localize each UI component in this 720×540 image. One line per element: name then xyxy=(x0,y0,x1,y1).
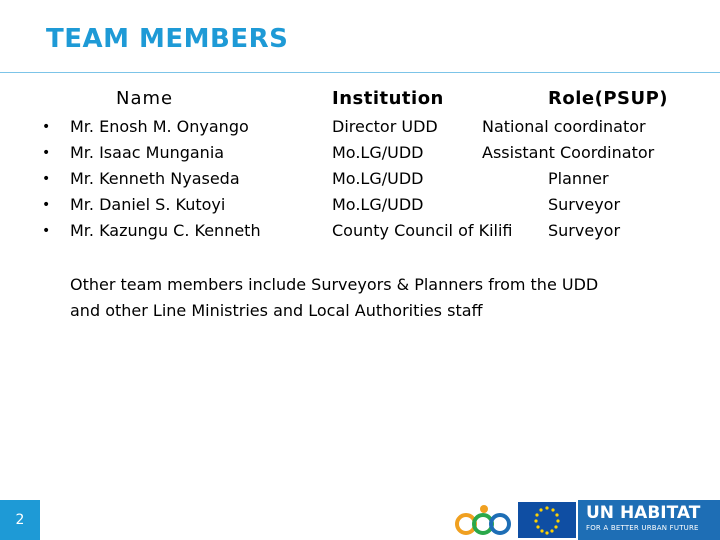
table-row xyxy=(0,140,720,166)
member-role: National coordinator xyxy=(482,117,646,136)
bullet: • xyxy=(42,197,51,213)
member-institution: County Council of Kilifi xyxy=(332,221,513,240)
footer xyxy=(0,500,720,540)
member-name: Mr. Isaac Mungania xyxy=(70,143,225,162)
member-role: Assistant Coordinator xyxy=(482,143,655,162)
member-role: Surveyor xyxy=(548,195,621,214)
member-institution: Mo.LG/UDD xyxy=(332,143,424,162)
header-name: Name xyxy=(116,88,174,109)
bullet: • xyxy=(42,119,51,135)
bullet: • xyxy=(42,171,51,187)
acp-logo-icon xyxy=(454,502,512,538)
table-row xyxy=(0,192,720,218)
slide-title: TEAM MEMBERS xyxy=(46,24,289,54)
member-name: Mr. Kazungu C. Kenneth xyxy=(70,221,261,240)
table-row xyxy=(0,114,720,140)
member-institution: Mo.LG/UDD xyxy=(332,195,424,214)
slide-number: 2 xyxy=(0,500,40,540)
bullet: • xyxy=(42,223,51,239)
member-role: Surveyor xyxy=(548,221,621,240)
member-institution: Mo.LG/UDD xyxy=(332,169,424,188)
note-line: Other team members include Surveyors & Planners from the UDD xyxy=(70,275,599,294)
note-line: and other Line Ministries and Local Authorities staff xyxy=(70,301,483,320)
member-role: Planner xyxy=(548,169,609,188)
header-institution: Institution xyxy=(332,88,444,109)
note-text xyxy=(70,272,690,324)
title-divider xyxy=(0,72,720,73)
bullet: • xyxy=(42,145,51,161)
header-role: Role(PSUP) xyxy=(548,88,669,109)
un-habitat-tagline: FOR A BETTER URBAN FUTURE xyxy=(586,524,699,532)
member-institution: Director UDD xyxy=(332,117,438,136)
member-name: Mr. Kenneth Nyaseda xyxy=(70,169,240,188)
eu-flag-icon xyxy=(518,502,576,538)
table-row xyxy=(0,218,720,244)
un-habitat-logo-icon xyxy=(578,500,720,540)
member-name: Mr. Enosh M. Onyango xyxy=(70,117,249,136)
table-row xyxy=(0,166,720,192)
un-habitat-wordmark: UN HABITAT xyxy=(586,503,701,523)
member-name: Mr. Daniel S. Kutoyi xyxy=(70,195,226,214)
